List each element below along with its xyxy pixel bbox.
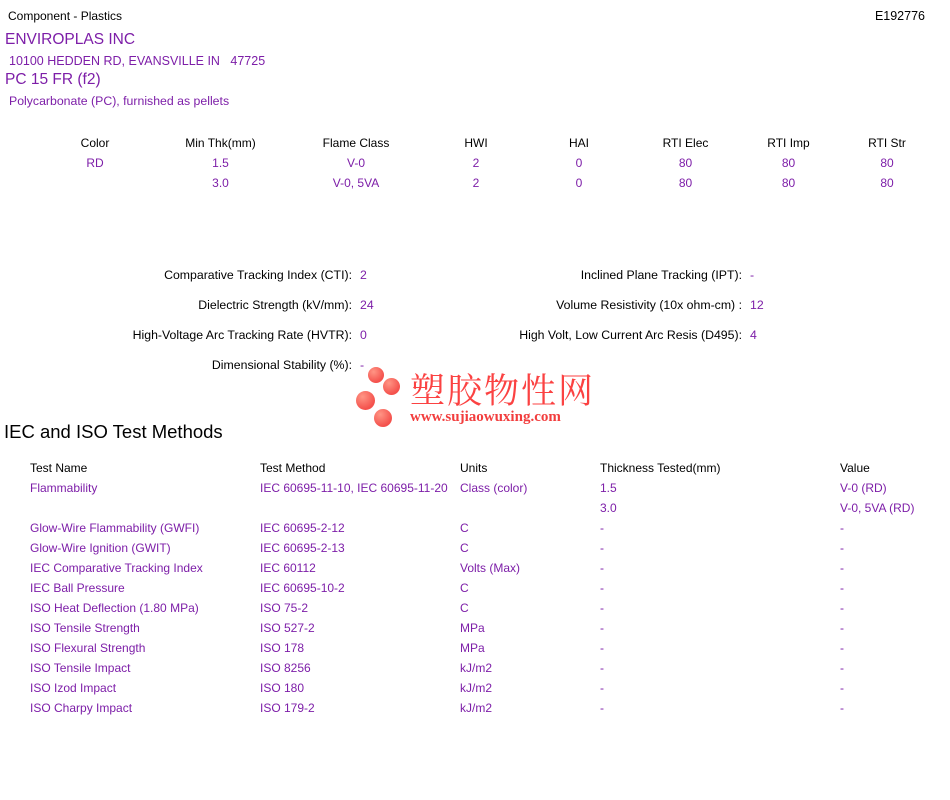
ratings-cell: V-0, 5VA: [332, 176, 380, 190]
tm-thickness: -: [600, 661, 604, 675]
document-type-label: Component - Plastics: [8, 9, 123, 23]
property-label: High Volt, Low Current Arc Resis (D495):: [519, 328, 742, 342]
ratings-cell: 0: [575, 156, 583, 170]
ratings-table: [35, 133, 945, 193]
property-label: Comparative Tracking Index (CTI):: [164, 268, 352, 282]
ratings-cell: 0: [575, 176, 583, 190]
tm-test-method: IEC 60112: [260, 558, 318, 578]
tm-test-method: ISO 178: [260, 638, 306, 658]
tm-test-name: ISO Heat Deflection (1.80 MPa): [30, 601, 199, 615]
property-label: Volume Resistivity (10x ohm-cm) :: [556, 298, 742, 312]
tm-test-name: ISO Flexural Strength: [30, 641, 146, 655]
tm-test-method: ISO 179-2: [260, 698, 317, 718]
test-method-row: [30, 578, 930, 598]
property-label: Dielectric Strength (kV/mm):: [198, 298, 352, 312]
property-label: High-Voltage Arc Tracking Rate (HVTR):: [132, 328, 352, 342]
tm-units: C: [460, 601, 469, 615]
properties-right-column: [380, 260, 764, 350]
property-value: 12: [750, 298, 764, 312]
property-value: 2: [360, 268, 367, 282]
test-method-row: [30, 538, 930, 558]
watermark-site-url: www.sujiaowuxing.com: [410, 409, 561, 425]
property-label: Dimensional Stability (%):: [211, 358, 352, 372]
tm-test-name: Flammability: [30, 481, 98, 495]
tm-thickness: -: [600, 641, 604, 655]
tm-units: Volts (Max): [460, 561, 521, 575]
ratings-header-rti-str: RTI Str: [868, 136, 906, 150]
property-row-dimensional-stability: [0, 350, 374, 380]
tm-test-method: ISO 180: [260, 678, 306, 698]
test-methods-section-title: IEC and ISO Test Methods: [4, 421, 223, 442]
tm-thickness: -: [600, 621, 604, 635]
tm-units: MPa: [460, 641, 485, 655]
tm-units: C: [460, 581, 469, 595]
ratings-cell: 80: [678, 176, 693, 190]
tm-value: -: [840, 541, 844, 555]
tm-thickness: -: [600, 521, 604, 535]
property-row-ipt: [380, 260, 764, 290]
ratings-cell: 2: [472, 176, 480, 190]
tm-test-method: ISO 75-2: [260, 598, 310, 618]
ratings-cell: 1.5: [212, 156, 229, 170]
company-address: 10100 HEDDEN RD, EVANSVILLE IN 47725: [9, 54, 266, 68]
test-methods-table: [30, 458, 930, 718]
test-method-row: [30, 498, 930, 518]
tm-units: C: [460, 521, 469, 535]
tm-test-name: IEC Ball Pressure: [30, 581, 125, 595]
tm-test-method: IEC 60695-11-10, IEC 60695-11-20: [260, 478, 450, 498]
ratings-header-row: [35, 133, 945, 153]
tm-test-name: ISO Tensile Impact: [30, 661, 131, 675]
ratings-cell: 80: [880, 176, 894, 190]
tm-units: Class (color): [460, 481, 528, 495]
property-value: -: [360, 358, 365, 372]
tm-units: kJ/m2: [460, 681, 493, 695]
tm-thickness: -: [600, 541, 604, 555]
tm-value: -: [840, 701, 844, 715]
tm-units: MPa: [460, 621, 485, 635]
product-name: PC 15 FR (f2): [5, 71, 101, 88]
ul-file-number: E192776: [874, 9, 925, 23]
property-row-d495: [380, 320, 764, 350]
ratings-header-min-thk: Min Thk(mm): [185, 136, 256, 150]
ratings-cell: 2: [472, 156, 480, 170]
watermark-site-name: 塑胶物性网: [410, 372, 596, 411]
tm-value: -: [840, 641, 844, 655]
test-method-row: [30, 558, 930, 578]
tm-header-units: Units: [460, 461, 488, 475]
test-method-row: [30, 678, 930, 698]
tm-value: -: [840, 621, 844, 635]
ratings-row: [35, 153, 945, 173]
tm-value: -: [840, 681, 844, 695]
test-method-row: [30, 518, 930, 538]
tm-units: kJ/m2: [460, 701, 493, 715]
tm-test-name: ISO Izod Impact: [30, 681, 117, 695]
tm-value: -: [840, 561, 844, 575]
tm-test-name: ISO Tensile Strength: [30, 621, 140, 635]
ratings-header-rti-imp: RTI Imp: [767, 136, 810, 150]
property-row-dielectric-strength: [0, 290, 374, 320]
tm-thickness: -: [600, 581, 604, 595]
tm-header-thickness: Thickness Tested(mm): [600, 461, 721, 475]
ratings-cell: 3.0: [212, 176, 229, 190]
tm-header-test-method: Test Method: [260, 461, 326, 475]
property-row-volume-resistivity: [380, 290, 764, 320]
tm-test-method: ISO 527-2: [260, 618, 317, 638]
tm-thickness: -: [600, 701, 604, 715]
tm-thickness: -: [600, 561, 604, 575]
tm-test-name: IEC Comparative Tracking Index: [30, 561, 203, 575]
tm-units: kJ/m2: [460, 661, 493, 675]
property-row-cti: [0, 260, 374, 290]
tm-test-method: IEC 60695-2-13: [260, 538, 347, 558]
test-method-row: [30, 658, 930, 678]
ratings-cell: 80: [880, 156, 894, 170]
tm-value: -: [840, 581, 844, 595]
ratings-cell: V-0: [346, 156, 365, 170]
test-method-row: [30, 598, 930, 618]
watermark-dot-icon: [374, 409, 392, 427]
product-description: Polycarbonate (PC), furnished as pellets: [9, 94, 230, 108]
properties-left-column: [0, 260, 374, 380]
ratings-row: [35, 173, 945, 193]
tm-thickness: -: [600, 601, 604, 615]
tm-value: -: [840, 521, 844, 535]
tm-thickness: 3.0: [600, 501, 617, 515]
test-method-row: [30, 478, 930, 498]
property-value: 24: [360, 298, 374, 312]
tm-test-name: Glow-Wire Ignition (GWIT): [30, 541, 171, 555]
property-value: 0: [360, 328, 367, 342]
watermark-dot-icon: [356, 391, 375, 410]
ratings-cell: 80: [678, 156, 693, 170]
test-methods-header-row: [30, 458, 930, 478]
watermark-dot-icon: [383, 378, 400, 395]
ratings-cell: [35, 173, 155, 193]
ratings-header-flame-class: Flame Class: [322, 136, 390, 150]
tm-value: -: [840, 601, 844, 615]
property-value: -: [750, 268, 755, 282]
tm-test-method: IEC 60695-10-2: [260, 578, 347, 598]
property-label: Inclined Plane Tracking (IPT):: [580, 268, 742, 282]
ratings-header-rti-elec: RTI Elec: [662, 136, 709, 150]
tm-header-value: Value: [840, 461, 870, 475]
ratings-cell: 80: [781, 176, 796, 190]
test-method-row: [30, 638, 930, 658]
ratings-cell: RD: [86, 156, 104, 170]
tm-header-test-name: Test Name: [30, 461, 88, 475]
tm-thickness: -: [600, 681, 604, 695]
tm-test-method: IEC 60695-2-12: [260, 518, 347, 538]
tm-test-method: ISO 8256: [260, 658, 313, 678]
tm-value: -: [840, 661, 844, 675]
ratings-cell: 80: [781, 156, 796, 170]
property-row-hvtr: [0, 320, 374, 350]
tm-units: C: [460, 541, 469, 555]
test-method-row: [30, 698, 930, 718]
tm-test-name: Glow-Wire Flammability (GWFI): [30, 521, 200, 535]
ratings-header-color: Color: [80, 136, 110, 150]
watermark-dot-icon: [368, 367, 384, 383]
tm-test-name: ISO Charpy Impact: [30, 701, 133, 715]
ratings-header-hwi: HWI: [464, 136, 488, 150]
ratings-header-hai: HAI: [568, 136, 589, 150]
test-method-row: [30, 618, 930, 638]
tm-thickness: 1.5: [600, 481, 617, 495]
tm-value: V-0, 5VA (RD): [840, 501, 915, 515]
tm-value: V-0 (RD): [840, 481, 887, 495]
company-name: ENVIROPLAS INC: [5, 31, 136, 48]
property-value: 4: [750, 328, 757, 342]
